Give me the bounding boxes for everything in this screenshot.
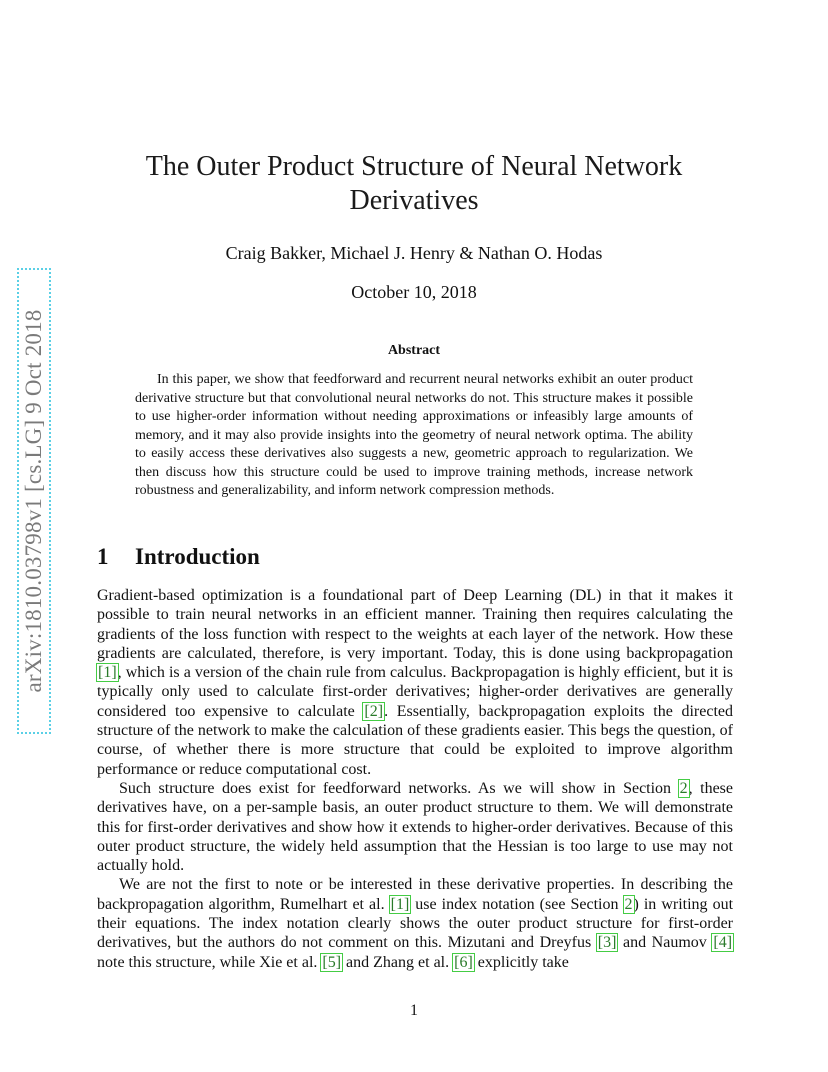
section-number: 1	[97, 544, 109, 569]
paragraph-2	[97, 779, 733, 875]
paragraph-text: We are not the first to note or be interested in these derivative properties. In describing the backpropagation algorithm, Rumelhart et al.	[97, 876, 733, 913]
arxiv-identifier[interactable]: arXiv:1810.03798v1 [cs.LG] 9 Oct 2018	[21, 309, 46, 693]
paper-date: October 10, 2018	[351, 282, 477, 302]
citation-link[interactable]: [6]	[454, 953, 473, 971]
citation-link[interactable]: [5]	[322, 953, 342, 971]
section-link[interactable]: 2	[679, 779, 688, 797]
abstract-heading: Abstract	[387, 343, 441, 358]
citation-link[interactable]: [1]	[98, 664, 117, 682]
section-title: Introduction	[135, 544, 260, 569]
paragraph-1	[97, 586, 733, 779]
paragraph-text: use index notation (see Section	[410, 895, 624, 913]
paragraph-text: Such structure does exist for feedforward networks. As we will show in Section	[119, 779, 679, 797]
citation-link[interactable]: [1]	[390, 895, 410, 913]
paragraph-text: explicitly take	[473, 953, 569, 971]
citation-link[interactable]: [3]	[597, 934, 617, 952]
paragraph-text: note this structure, while Xie et al.	[97, 953, 322, 971]
paragraph-text: Gradient-based optimization is a foundational part of Deep Learning (DL) in that it makes it possible to train neural networks in an efficient manner. Training then requires calculating the gradients of the loss function with respect to the weights at each layer of the network. How these gradients are calculated, therefore, is very important. Today, this is done using backpropagation	[97, 587, 733, 662]
citation-link[interactable]: [2]	[364, 702, 384, 720]
arxiv-stamp[interactable]	[17, 268, 51, 734]
paragraph-3	[97, 875, 733, 971]
citation-link[interactable]: [4]	[713, 934, 733, 952]
paragraph-text: and Naumov	[617, 934, 713, 952]
paragraph-text: , these derivatives have, on a per-sample basis, an outer product structure to them. We will demonstrate this for first-order derivatives and show how it extends to higher-order derivatives. Because of this outer product structure, the widely held assumption that the Hessian is too large to use may not actually hold.	[97, 779, 734, 875]
section-link[interactable]: 2	[624, 895, 633, 913]
paragraph-text: . Essentially, backpropagation exploits the directed structure of the network to make the calculation of these gradients easier. This begs the question, of course, of whether there is more structure that could be exploited to improve algorithm performance or reduce computational cost.	[97, 702, 734, 778]
paper-title: The Outer Product Structure of Neural Network Derivatives	[145, 151, 683, 216]
paper-authors: Craig Bakker, Michael J. Henry & Nathan O. Hodas	[225, 243, 603, 263]
paragraph-text: ) in writing out their equations. The index notation clearly shows the outer product structure for first-order derivatives, but the authors do not comment on this. Mizutani and Dreyfus	[97, 895, 734, 952]
page-number: 1	[410, 1002, 418, 1019]
introduction-body	[97, 586, 733, 972]
abstract-body: In this paper, we show that feedforward and recurrent neural networks exhibit an outer product derivative structure but that convolutional neural networks do not. This structure makes it possible to use higher-order information without needing approximations or infeasibly large amounts of memory, and it may also provide insights into the geometry of neural network optima. The ability to easily access these derivatives also suggests a new, geometric approach to regularization. We then discuss how this structure could be used to improve training methods, increase network robustness and generalizability, and inform network compression methods.	[135, 372, 693, 498]
paragraph-text: , which is a version of the chain rule from calculus. Backpropagation is highly efficient, but it is typically only used to calculate first-order derivatives; higher-order derivatives are generally considered too expensive to calculate	[97, 664, 733, 720]
section-heading	[97, 544, 260, 570]
paragraph-text: and Zhang et al.	[342, 953, 454, 971]
